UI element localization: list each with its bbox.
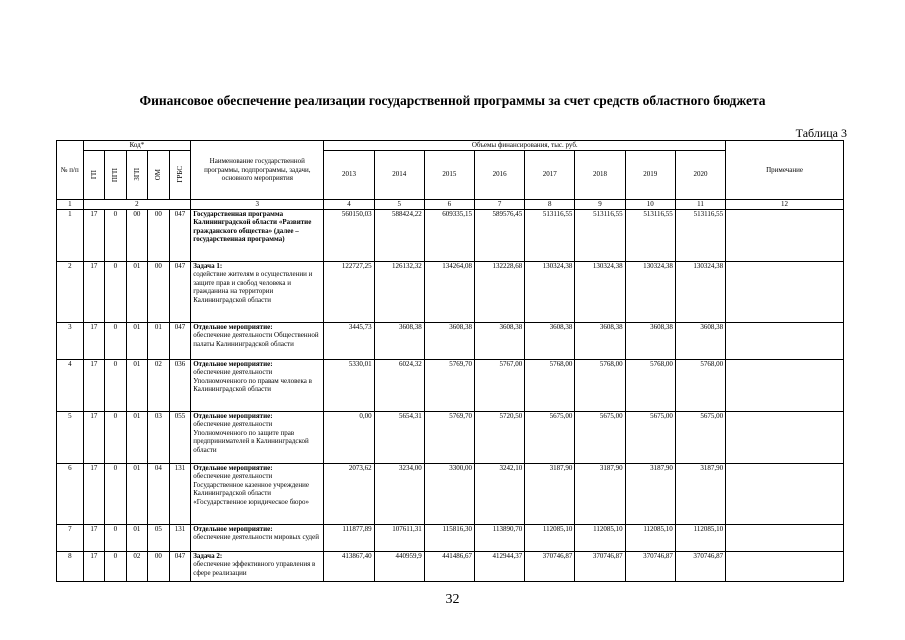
table-label: Таблица 3 bbox=[795, 126, 847, 140]
table-row bbox=[57, 322, 844, 359]
amount-cell: 6024,32 bbox=[374, 359, 424, 411]
amount-cell: 3242,10 bbox=[475, 463, 525, 524]
header-year-2019: 2019 bbox=[625, 150, 675, 199]
amount-cell: 5768,00 bbox=[575, 359, 625, 411]
code-cell: 0 bbox=[105, 322, 127, 359]
amount-cell: 130324,38 bbox=[625, 261, 675, 322]
program-name-cell bbox=[191, 524, 324, 551]
note-cell bbox=[726, 359, 844, 411]
amount-cell: 513116,55 bbox=[525, 209, 575, 261]
note-cell bbox=[726, 322, 844, 359]
code-cell: 05 bbox=[148, 524, 170, 551]
amount-cell: 134264,08 bbox=[424, 261, 474, 322]
amount-cell: 130324,38 bbox=[525, 261, 575, 322]
program-name-heading: Задача 2: bbox=[193, 551, 223, 560]
amount-cell: 112085,10 bbox=[525, 524, 575, 551]
amount-cell: 5767,00 bbox=[475, 359, 525, 411]
amount-cell: 3187,90 bbox=[675, 463, 725, 524]
program-name-cell bbox=[191, 359, 324, 411]
code-cell: 047 bbox=[169, 322, 191, 359]
note-cell bbox=[726, 524, 844, 551]
code-cell: 0 bbox=[105, 551, 127, 581]
amount-cell: 3187,90 bbox=[625, 463, 675, 524]
col-number: 11 bbox=[675, 199, 725, 209]
header-num: № п/п bbox=[57, 141, 84, 200]
program-name-cell bbox=[191, 463, 324, 524]
code-cell: 17 bbox=[83, 322, 105, 359]
code-cell: 047 bbox=[169, 209, 191, 261]
amount-cell: 5768,00 bbox=[675, 359, 725, 411]
code-cell: 17 bbox=[83, 524, 105, 551]
code-cell: 02 bbox=[126, 551, 148, 581]
amount-cell: 3608,38 bbox=[575, 322, 625, 359]
amount-cell: 440959,9 bbox=[374, 551, 424, 581]
note-cell bbox=[726, 463, 844, 524]
program-name-cell bbox=[191, 322, 324, 359]
amount-cell: 5769,70 bbox=[424, 359, 474, 411]
code-cell: 01 bbox=[148, 322, 170, 359]
amount-cell: 107611,31 bbox=[374, 524, 424, 551]
code-cell: 055 bbox=[169, 411, 191, 463]
header-volumes: Объемы финансирования, тыс. руб. bbox=[324, 141, 726, 151]
amount-cell: 112085,10 bbox=[625, 524, 675, 551]
code-cell: 01 bbox=[126, 359, 148, 411]
header-year-2015: 2015 bbox=[424, 150, 474, 199]
program-name-text: обеспечение деятельности Уполномоченного по защите прав предпринимателей в Калининградской области bbox=[193, 420, 309, 454]
amount-cell: 3608,38 bbox=[424, 322, 474, 359]
col-number: 2 bbox=[83, 199, 191, 209]
program-name-text: обеспечение эффективного управления в сфере реализации bbox=[193, 560, 316, 577]
note-cell bbox=[726, 411, 844, 463]
amount-cell: 412944,37 bbox=[475, 551, 525, 581]
code-cell: 00 bbox=[148, 261, 170, 322]
code-cell: 0 bbox=[105, 524, 127, 551]
amount-cell: 513116,55 bbox=[625, 209, 675, 261]
code-cell: 02 bbox=[148, 359, 170, 411]
header-note: Примечание bbox=[726, 141, 844, 200]
program-name-text: обеспечение деятельности Общественной палаты Калининградской области bbox=[193, 331, 319, 348]
code-cell: 03 bbox=[148, 411, 170, 463]
amount-cell: 513116,55 bbox=[675, 209, 725, 261]
amount-cell: 370746,87 bbox=[525, 551, 575, 581]
header-year-2017: 2017 bbox=[525, 150, 575, 199]
note-cell bbox=[726, 209, 844, 261]
header-subrow bbox=[57, 150, 844, 199]
amount-cell: 5720,50 bbox=[475, 411, 525, 463]
code-cell: 01 bbox=[126, 463, 148, 524]
amount-cell: 3234,00 bbox=[374, 463, 424, 524]
program-name-cell bbox=[191, 551, 324, 581]
amount-cell: 122727,25 bbox=[324, 261, 374, 322]
amount-cell: 513116,55 bbox=[575, 209, 625, 261]
row-number: 6 bbox=[57, 463, 84, 524]
amount-cell: 441486,67 bbox=[424, 551, 474, 581]
amount-cell: 589576,45 bbox=[475, 209, 525, 261]
program-name-heading: Задача 1: bbox=[193, 261, 223, 270]
amount-cell: 3187,90 bbox=[525, 463, 575, 524]
code-cell: 04 bbox=[148, 463, 170, 524]
header-name: Наименование государственной программы, подпрограммы, задачи, основного мероприятия bbox=[191, 141, 324, 200]
row-number: 8 bbox=[57, 551, 84, 581]
header-year-2014: 2014 bbox=[374, 150, 424, 199]
amount-cell: 3608,38 bbox=[374, 322, 424, 359]
col-number: 3 bbox=[191, 199, 324, 209]
amount-cell: 112085,10 bbox=[575, 524, 625, 551]
amount-cell: 3608,38 bbox=[525, 322, 575, 359]
amount-cell: 5675,00 bbox=[525, 411, 575, 463]
amount-cell: 3300,00 bbox=[424, 463, 474, 524]
header-code: Код* bbox=[83, 141, 191, 151]
row-number: 2 bbox=[57, 261, 84, 322]
header-code-om: ОМ bbox=[148, 150, 170, 199]
amount-cell: 3445,73 bbox=[324, 322, 374, 359]
table-row bbox=[57, 551, 844, 581]
program-name-text: обеспечение деятельности Государственное казенное учреждение Калининградской области «Государственное юридическое бюро» bbox=[193, 472, 309, 506]
row-number: 3 bbox=[57, 322, 84, 359]
financing-table bbox=[56, 140, 844, 582]
amount-cell: 2073,62 bbox=[324, 463, 374, 524]
code-cell: 00 bbox=[148, 551, 170, 581]
code-cell: 17 bbox=[83, 261, 105, 322]
amount-cell: 609335,15 bbox=[424, 209, 474, 261]
amount-cell: 5769,70 bbox=[424, 411, 474, 463]
amount-cell: 560150,03 bbox=[324, 209, 374, 261]
col-number: 8 bbox=[525, 199, 575, 209]
code-cell: 047 bbox=[169, 551, 191, 581]
amount-cell: 413867,40 bbox=[324, 551, 374, 581]
header-code-zgp: ЗГП bbox=[126, 150, 148, 199]
code-cell: 131 bbox=[169, 463, 191, 524]
table-row bbox=[57, 261, 844, 322]
program-name-cell bbox=[191, 261, 324, 322]
code-cell: 131 bbox=[169, 524, 191, 551]
code-cell: 17 bbox=[83, 209, 105, 261]
amount-cell: 5675,00 bbox=[625, 411, 675, 463]
code-cell: 01 bbox=[126, 322, 148, 359]
program-name-cell bbox=[191, 411, 324, 463]
header-year-2018: 2018 bbox=[575, 150, 625, 199]
code-cell: 00 bbox=[148, 209, 170, 261]
note-cell bbox=[726, 551, 844, 581]
code-cell: 00 bbox=[126, 209, 148, 261]
code-cell: 0 bbox=[105, 261, 127, 322]
col-number: 6 bbox=[424, 199, 474, 209]
row-number: 4 bbox=[57, 359, 84, 411]
code-cell: 17 bbox=[83, 359, 105, 411]
col-number: 12 bbox=[726, 199, 844, 209]
code-cell: 17 bbox=[83, 411, 105, 463]
col-number: 1 bbox=[57, 199, 84, 209]
code-cell: 0 bbox=[105, 411, 127, 463]
header-year-2013: 2013 bbox=[324, 150, 374, 199]
amount-cell: 111877,89 bbox=[324, 524, 374, 551]
code-cell: 01 bbox=[126, 524, 148, 551]
col-number: 9 bbox=[575, 199, 625, 209]
amount-cell: 112085,10 bbox=[675, 524, 725, 551]
program-name-text: обеспечение деятельности мировых судей bbox=[193, 533, 319, 542]
row-number: 5 bbox=[57, 411, 84, 463]
column-number-row bbox=[57, 199, 844, 209]
code-cell: 0 bbox=[105, 463, 127, 524]
table-row bbox=[57, 411, 844, 463]
amount-cell: 5675,00 bbox=[675, 411, 725, 463]
col-number: 10 bbox=[625, 199, 675, 209]
amount-cell: 3608,38 bbox=[475, 322, 525, 359]
amount-cell: 588424,22 bbox=[374, 209, 424, 261]
amount-cell: 113890,70 bbox=[475, 524, 525, 551]
document-title: Финансовое обеспечение реализации государственной программы за счет средств областного бюджета bbox=[139, 93, 766, 108]
amount-cell: 370746,87 bbox=[575, 551, 625, 581]
amount-cell: 5675,00 bbox=[575, 411, 625, 463]
amount-cell: 3608,38 bbox=[625, 322, 675, 359]
amount-cell: 370746,87 bbox=[625, 551, 675, 581]
col-number: 7 bbox=[475, 199, 525, 209]
amount-cell: 3608,38 bbox=[675, 322, 725, 359]
header-code-gp: ГП bbox=[83, 150, 105, 199]
page-number: 32 bbox=[445, 592, 460, 607]
amount-cell: 3187,90 bbox=[575, 463, 625, 524]
header-code-grbs: ГРБС bbox=[169, 150, 191, 199]
code-cell: 036 bbox=[169, 359, 191, 411]
code-cell: 01 bbox=[126, 261, 148, 322]
col-number: 5 bbox=[374, 199, 424, 209]
amount-cell: 115816,30 bbox=[424, 524, 474, 551]
amount-cell: 370746,87 bbox=[675, 551, 725, 581]
amount-cell: 130324,38 bbox=[575, 261, 625, 322]
amount-cell: 132228,68 bbox=[475, 261, 525, 322]
code-cell: 047 bbox=[169, 261, 191, 322]
code-cell: 17 bbox=[83, 551, 105, 581]
table-row bbox=[57, 524, 844, 551]
amount-cell: 5330,01 bbox=[324, 359, 374, 411]
header-year-2020: 2020 bbox=[675, 150, 725, 199]
code-cell: 0 bbox=[105, 209, 127, 261]
row-number: 1 bbox=[57, 209, 84, 261]
note-cell bbox=[726, 261, 844, 322]
program-name-text: содействие жителям в осуществлении и защите прав и свобод человека и гражданина на территории Калининградской области bbox=[193, 270, 313, 304]
program-name-heading: Государственная программа Калининградской области «Развитие гражданского общества» (далее – государственная программа) bbox=[193, 209, 312, 244]
code-cell: 17 bbox=[83, 463, 105, 524]
amount-cell: 5768,00 bbox=[625, 359, 675, 411]
table-row bbox=[57, 463, 844, 524]
code-cell: 0 bbox=[105, 359, 127, 411]
header-year-2016: 2016 bbox=[475, 150, 525, 199]
amount-cell: 0,00 bbox=[324, 411, 374, 463]
amount-cell: 130324,38 bbox=[675, 261, 725, 322]
program-name-heading: Отдельное мероприятие: bbox=[193, 359, 273, 368]
amount-cell: 5768,00 bbox=[525, 359, 575, 411]
header-code-pgp: ПГП bbox=[105, 150, 127, 199]
amount-cell: 5654,31 bbox=[374, 411, 424, 463]
program-name-cell bbox=[191, 209, 324, 261]
program-name-heading: Отдельное мероприятие: bbox=[193, 463, 273, 472]
program-name-heading: Отдельное мероприятие: bbox=[193, 322, 273, 331]
program-name-heading: Отдельное мероприятие: bbox=[193, 411, 273, 420]
table-row bbox=[57, 359, 844, 411]
program-name-heading: Отдельное мероприятие: bbox=[193, 524, 273, 533]
amount-cell: 126132,32 bbox=[374, 261, 424, 322]
col-number: 4 bbox=[324, 199, 374, 209]
program-name-text: обеспечение деятельности Уполномоченного по правам человека в Калининградской области bbox=[193, 368, 312, 394]
table-row bbox=[57, 209, 844, 261]
row-number: 7 bbox=[57, 524, 84, 551]
code-cell: 01 bbox=[126, 411, 148, 463]
